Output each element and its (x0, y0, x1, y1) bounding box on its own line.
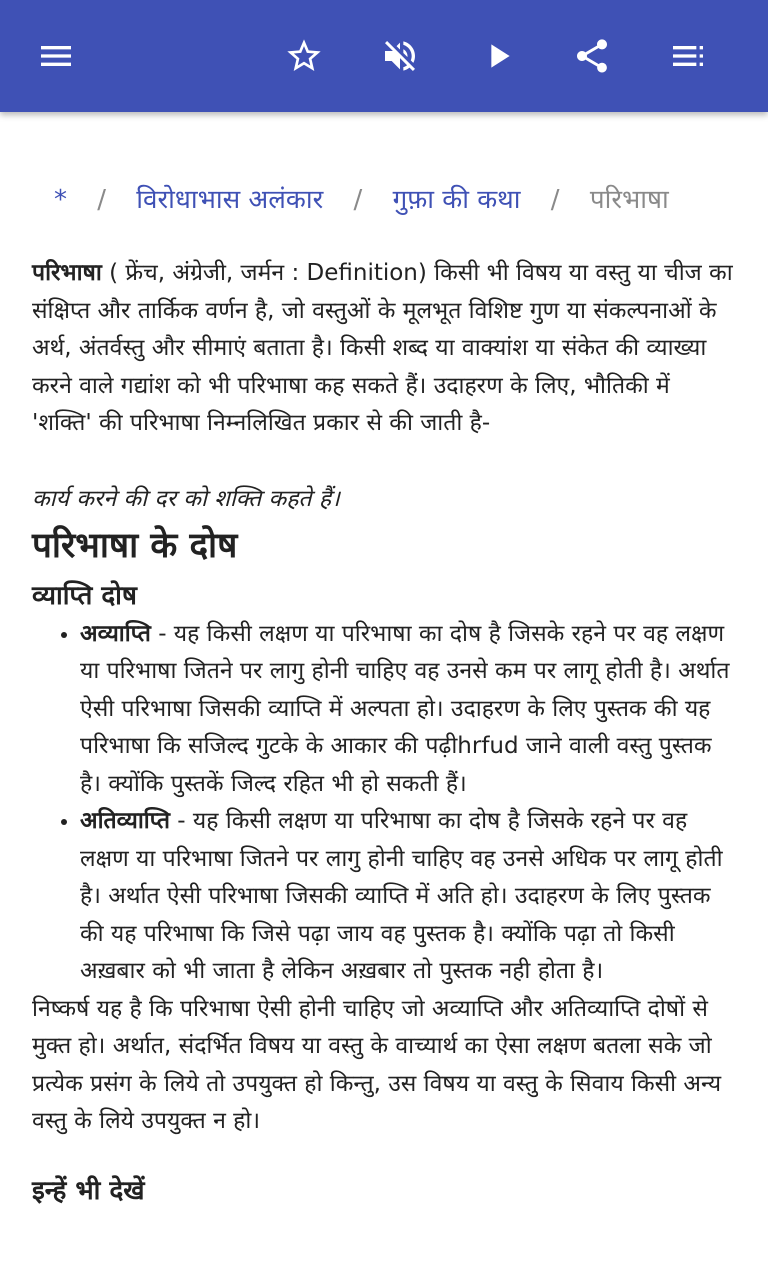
breadcrumb-item-gufa-ki-katha[interactable]: गुफ़ा की कथा (392, 185, 521, 215)
breadcrumb-home[interactable]: * (54, 185, 67, 215)
intro-term: परिभाषा (32, 260, 102, 286)
section-heading: परिभाषा के दोष (32, 525, 238, 566)
list-item-term: अव्याप्ति (80, 620, 151, 647)
menu-icon (36, 36, 76, 76)
definition-quote: कार्य करने की दर को शक्ति कहते हैं। (32, 485, 340, 512)
contents-button[interactable] (660, 28, 716, 84)
intro-paragraph (32, 255, 736, 443)
breadcrumb-item-virodhabhas-alankar[interactable]: विरोधाभास अलंकार (136, 185, 324, 215)
bookmark-button[interactable] (276, 28, 332, 84)
intro-text: ( फ्रेंच, अंग्रेजी, जर्मन : Definition) किसी भी विषय या वस्तु या चीज का संक्षिप्त और तार्किक वर्णन है, जो वस्तुओं के मूलभूत विशिष्ट गुण या संकल्पनाओं के अर्थ, अंतर्वस्तु और सीमाएं बताता है। किसी शब्द या वाक्यांश या संकेत की व्याख्या करने वाले गद्यांश को भी परिभाषा कह सकते हैं। उदाहरण के लिए, भौतिकी में 'शक्ति' की परिभाषा निम्नलिखित प्रकार से की जाती है- (32, 260, 733, 436)
volume-off-icon (380, 36, 420, 76)
list-item-term: अतिव्याप्ति (80, 808, 170, 834)
breadcrumb-separator: / (550, 185, 560, 215)
see-also-heading: इन्हें भी देखें (32, 1175, 145, 1206)
conclusion-paragraph: निष्कर्ष यह है कि परिभाषा ऐसी होनी चाहिए जो अव्याप्ति और अतिव्याप्ति दोषों से मुक्त हो। अर्थात, संदर्भित विषय या वस्तु के वाच्यार्थ का ऐसा लक्षण बतला सके जो प्रत्येक प्रसंग के लिये तो उपयुक्त हो किन्तु, उस विषय या वस्तु के सिवाय किसी अन्य वस्तु के लिये उपयुक्त न हो। (32, 995, 722, 1134)
mute-button[interactable] (372, 28, 428, 84)
share-button[interactable] (564, 28, 620, 84)
app-bar (0, 0, 768, 112)
list-icon (668, 36, 708, 76)
article-content (32, 255, 736, 1211)
subsection-heading: व्याप्ति दोष (32, 580, 137, 611)
play-icon (478, 36, 518, 76)
list-item (80, 803, 736, 991)
menu-button[interactable] (28, 28, 84, 84)
star-icon (284, 36, 324, 76)
breadcrumb-separator: / (97, 185, 107, 215)
breadcrumb-separator: / (353, 185, 363, 215)
list-item (80, 616, 736, 804)
list-item-text: - यह किसी लक्षण या परिभाषा का दोष है जिसके रहने पर वह लक्षण या परिभाषा जितने पर लागु होनी चाहिए वह उनसे कम पर लागू होती है। अर्थात ऐसी परिभाषा जिसकी व्याप्ति में अल्पता हो। उदाहरण के लिए पुस्तक की यह परिभाषा कि सजिल्द गुटके के आकार की पढ़ीhrfud जाने वाली वस्तु पुस्तक है। क्योंकि पुस्तकें जिल्द रहित भी हो सकती हैं। (80, 620, 730, 797)
share-icon (572, 36, 612, 76)
breadcrumb-current: परिभाषा (589, 185, 669, 215)
list-item-text: - यह किसी लक्षण या परिभाषा का दोष है जिसके रहने पर वह लक्षण या परिभाषा जितने पर लागु होनी चाहिए वह उनसे अधिक पर लागू होती है। अर्थात ऐसी परिभाषा जिसकी व्याप्ति में अति हो। उदाहरण के लिए पुस्तक की यह परिभाषा कि जिसे पढ़ा जाय वह पुस्तक है। क्योंकि पढ़ा तो किसी अख़बार को भी जाता है लेकिन अख़बार तो पुस्तक नही होता है। (80, 808, 723, 984)
breadcrumb (32, 178, 736, 222)
play-button[interactable] (470, 28, 526, 84)
defect-list (32, 616, 736, 991)
